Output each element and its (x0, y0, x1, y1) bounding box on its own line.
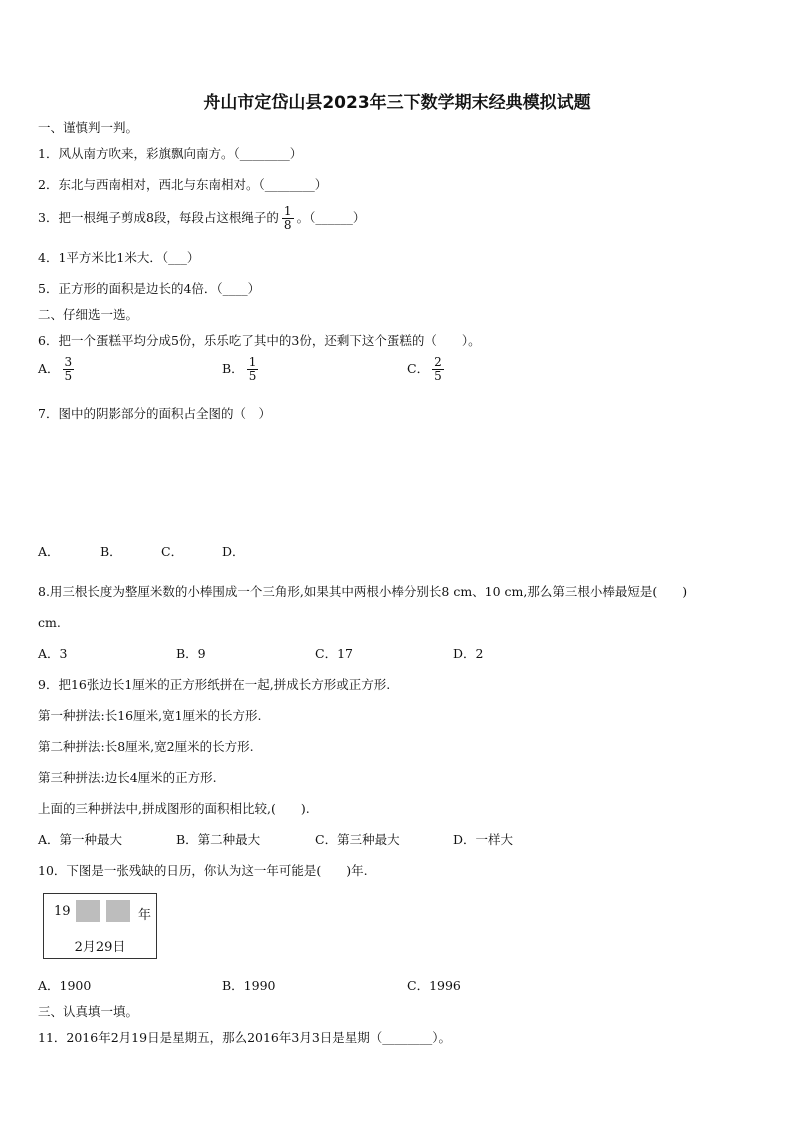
q6-option-b (222, 356, 261, 383)
q9-option-a: A．第一种最大 (38, 832, 123, 847)
fraction (247, 356, 259, 383)
calendar-date: 2月29日 (74, 940, 126, 955)
section-heading-choose: 二、仔细选一选。 (38, 307, 139, 322)
fraction-numerator: 1 (283, 204, 292, 218)
q10-option-c: C．1996 (407, 978, 461, 993)
fraction-numerator: 3 (64, 355, 73, 369)
question-9-line-4: 上面的三种拼法中,拼成图形的面积相比较,( ). (38, 801, 310, 816)
question-9: 9．把16张边长1厘米的正方形纸拼在一起,拼成长方形或正方形. (38, 677, 391, 692)
fraction (432, 356, 444, 383)
question-9-line-1: 第一种拼法:长16厘米,宽1厘米的长方形. (38, 708, 262, 723)
question-2: 2．东北与西南相对，西北与东南相对。（________） (38, 177, 328, 192)
question-7: 7．图中的阴影部分的面积占全图的（ ） (38, 406, 271, 421)
option-label: A． (38, 361, 60, 376)
fraction-numerator: 2 (434, 355, 442, 369)
question-8-unit: cm. (38, 615, 61, 630)
fraction (282, 205, 294, 232)
q10-option-b: B．1990 (222, 978, 276, 993)
q7-option-b: B． (100, 544, 122, 559)
question-11: 11．2016年2月19日是星期五，那么2016年3月3日是星期（________）。 (38, 1030, 452, 1045)
option-label: C． (407, 361, 430, 376)
q8-option-a: A．3 (38, 646, 68, 661)
q7-option-d: D． (222, 544, 245, 559)
fraction-numerator: 1 (248, 355, 257, 369)
fraction-denominator: 5 (248, 369, 257, 383)
q9-option-d: D．一样大 (453, 832, 514, 847)
question-9-line-3: 第三种拼法:边长4厘米的正方形. (38, 770, 217, 785)
fraction (63, 356, 75, 383)
page-title: 舟山市定岱山县2023年三下数学期末经典模拟试题 (203, 93, 591, 113)
q9-option-b: B．第二种最大 (176, 832, 261, 847)
fraction-denominator: 5 (434, 369, 442, 383)
q8-option-d: D．2 (453, 646, 484, 661)
torn-calendar (43, 893, 157, 959)
question-6: 6．把一个蛋糕平均分成5份，乐乐吃了其中的3份，还剩下这个蛋糕的（ ）。 (38, 333, 481, 348)
q9-option-c: C．第三种最大 (315, 832, 400, 847)
section-heading-fill: 三、认真填一填。 (38, 1004, 139, 1019)
q7-option-c: C． (161, 544, 184, 559)
question-3-blank: 。（______） (296, 210, 366, 225)
fraction-denominator: 5 (64, 369, 73, 383)
question-10: 10．下图是一张残缺的日历，你认为这一年可能是( )年. (38, 863, 368, 878)
question-3 (38, 205, 365, 232)
option-label: B． (222, 361, 244, 376)
question-9-line-2: 第二种拼法:长8厘米,宽2厘米的长方形. (38, 739, 254, 754)
question-8: 8.用三根长度为整厘米数的小棒围成一个三角形,如果其中两根小棒分别长8 cm、10 cm,那么第三根小棒最短是( ) (38, 584, 688, 599)
q10-option-a: A．1900 (38, 978, 92, 993)
calendar-year-suffix: 年 (138, 908, 152, 923)
calendar-year-prefix: 19 (54, 904, 71, 919)
question-5: 5．正方形的面积是边长的4倍．（____） (38, 281, 261, 296)
q7-option-a: A． (38, 544, 60, 559)
q6-option-c (407, 356, 447, 383)
question-3-text: 3．把一根绳子剪成8段，每段占这根绳子的 (38, 210, 279, 225)
section-heading-judge: 一、谨慎判一判。 (38, 120, 139, 135)
q8-option-c: C．17 (315, 646, 353, 661)
calendar-missing-digit (76, 900, 100, 922)
question-1: 1．风从南方吹来，彩旗飘向南方。（________） (38, 146, 303, 161)
calendar-missing-digit (106, 900, 130, 922)
q8-option-b: B．9 (176, 646, 206, 661)
question-4: 4．1平方米比1米大．（___） (38, 250, 200, 265)
q6-option-a (38, 356, 77, 383)
fraction-denominator: 8 (283, 218, 292, 232)
